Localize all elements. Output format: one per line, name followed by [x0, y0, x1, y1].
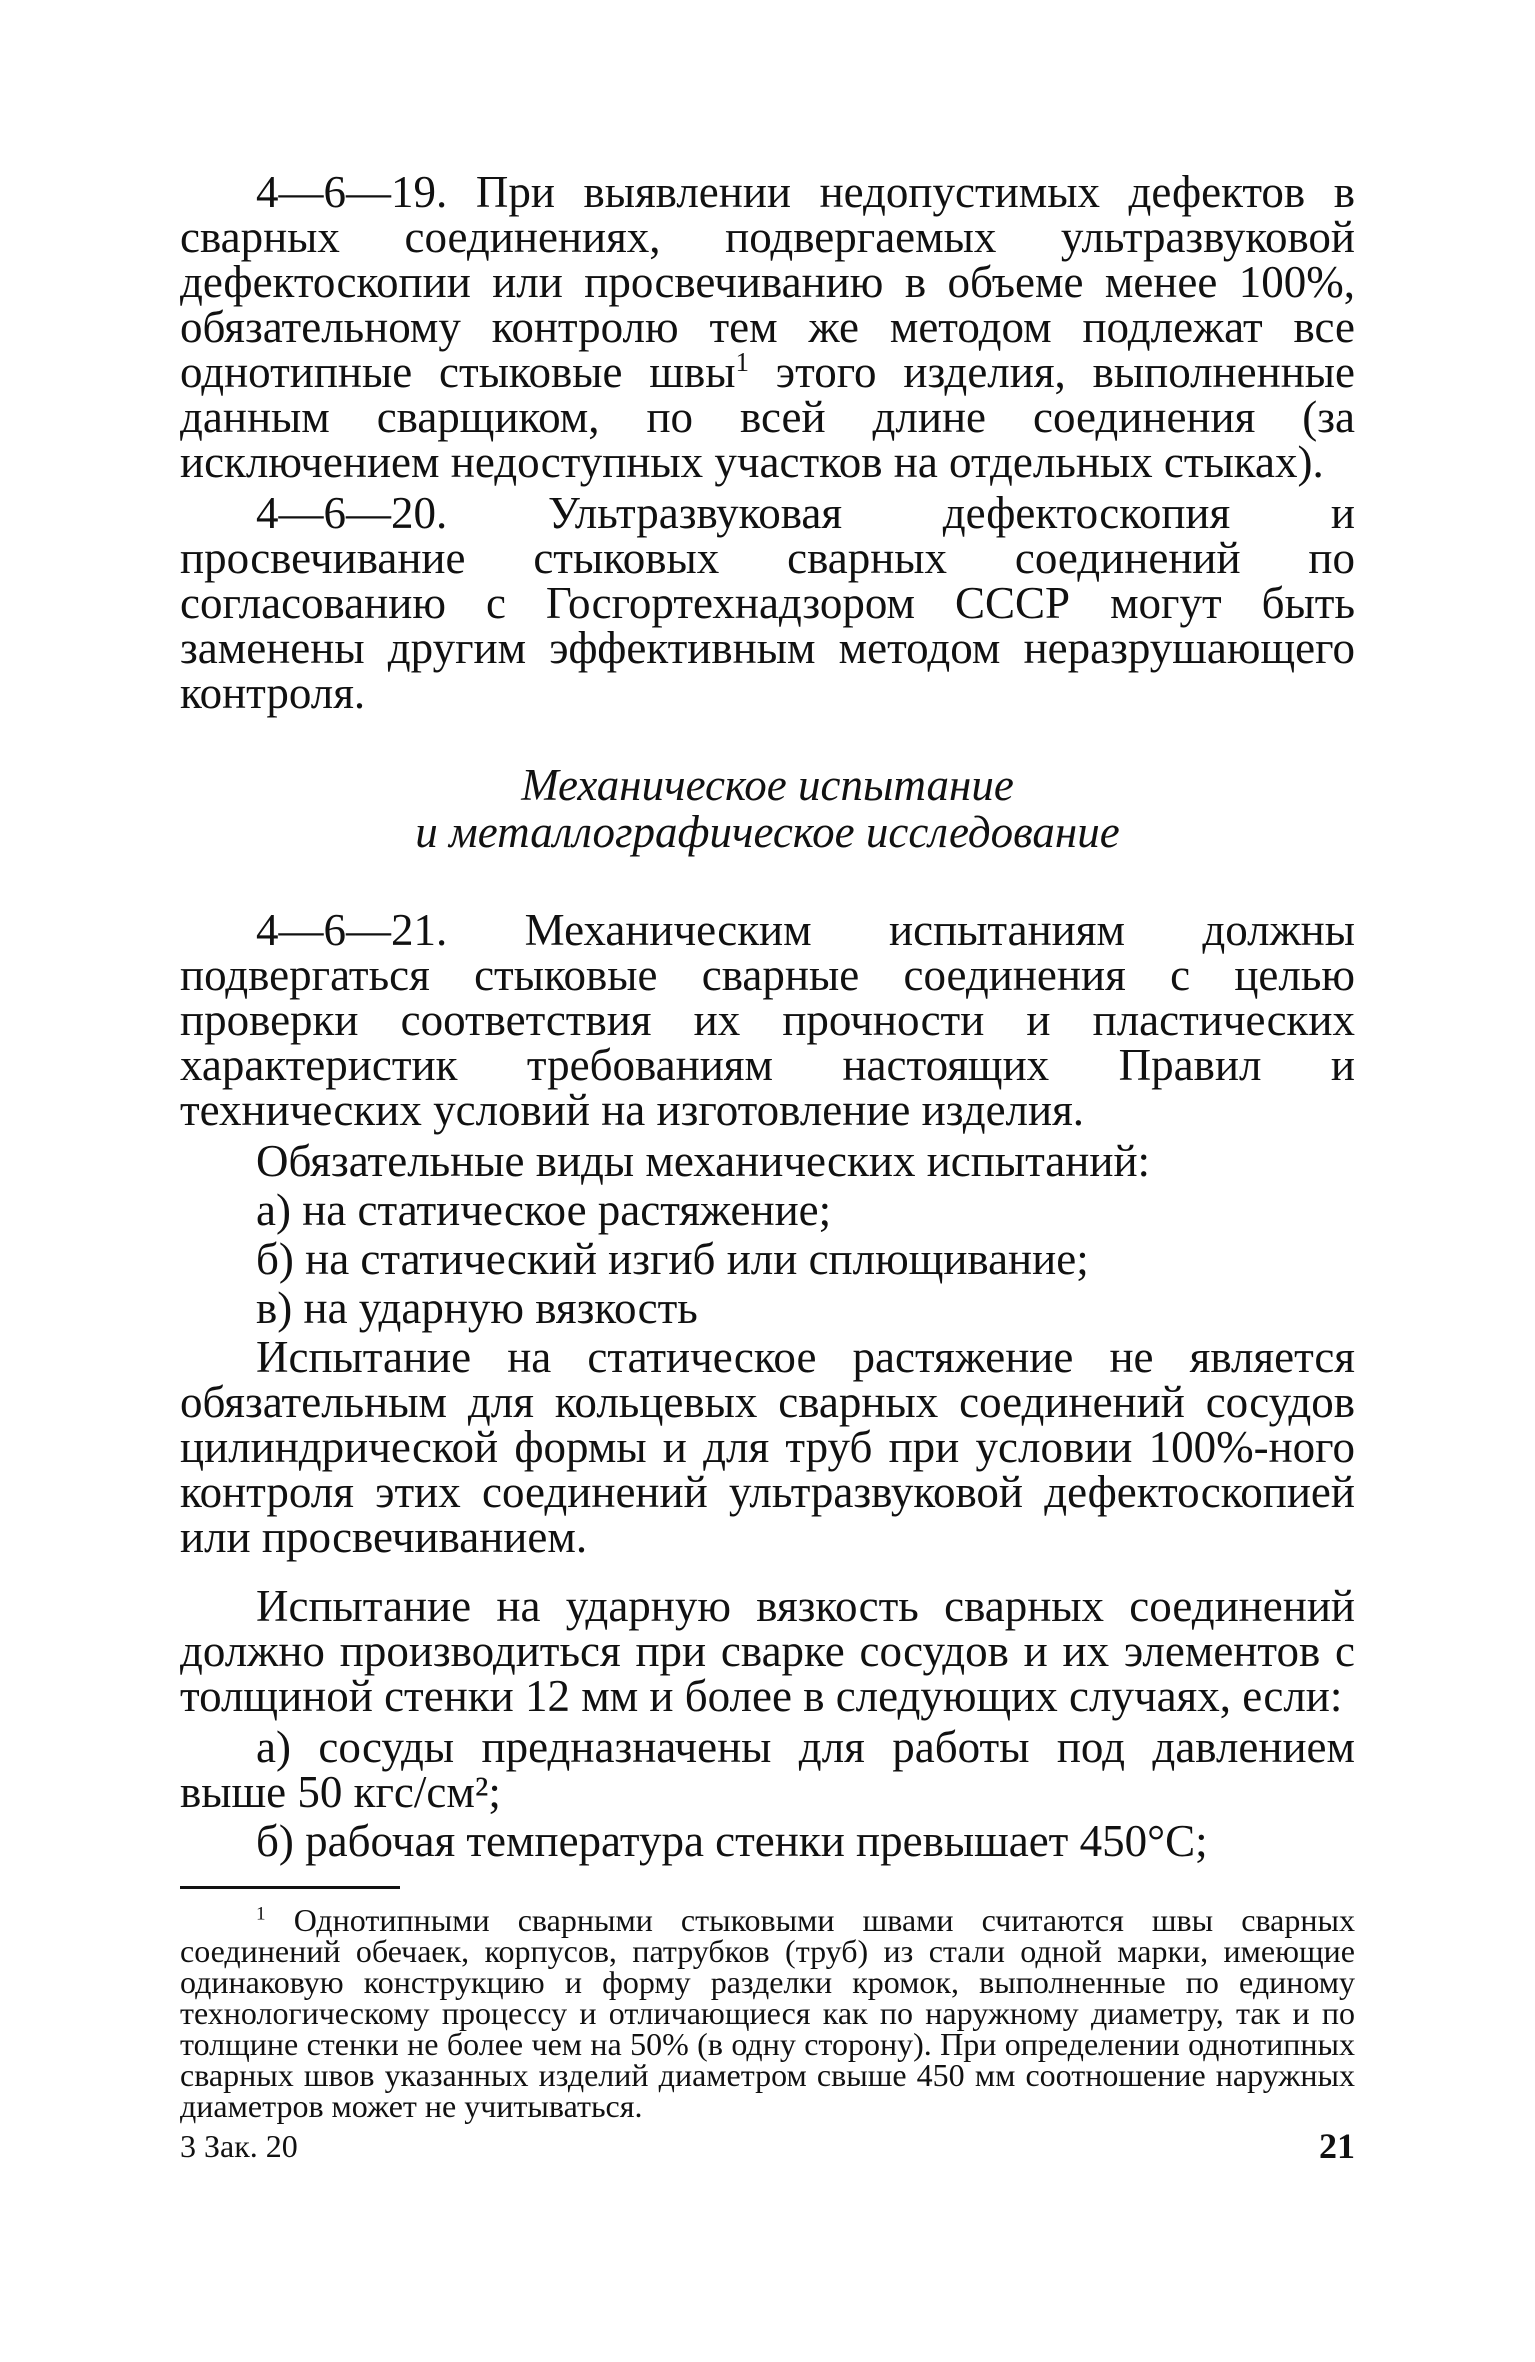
list-item: а) сосуды предназначены для работы под давлением выше 50 кгс/см²;: [180, 1722, 1355, 1817]
footnote: [180, 1902, 1355, 2124]
paragraph-4-6-19-text: 4—6—19. При выявлении недопустимых дефектов в сварных соединениях, подвергаемых ультразвуковой дефектоскопии или просвечиванию в объеме менее 100%, обязательному контролю тем же методом подлежат все однотипные стыковые швы: [180, 167, 1355, 397]
test-types-intro: Обязательные виды механических испытаний:: [256, 1136, 1151, 1186]
impact-test-intro: Испытание на ударную вязкость сварных соединений должно производиться при сварке сосудов и их элементов с толщиной стенки 12 мм и более в следующих случаях, если:: [180, 1581, 1355, 1721]
paragraph-4-6-19-text-after: этого изделия, выполненные данным сварщиком, по всей длине соединения (за исключением недоступных участков на отдельных стыках).: [180, 347, 1355, 487]
list-item: б) рабочая температура стенки превышает 450°С;: [256, 1816, 1208, 1866]
list-item: в) на ударную вязкость: [256, 1283, 698, 1333]
tension-test-note: Испытание на статическое растяжение не является обязательным для кольцевых сварных соединений сосудов цилиндрической формы и для труб при условии 100%-ного контроля этих соединений ультразвуковой дефектоскопией или просвечиванием.: [180, 1332, 1355, 1562]
paragraph-4-6-20: 4—6—20. Ультразвуковая дефектоскопия и просвечивание стыковых сварных соединений по согласованию с Госгортехнадзором СССР могут быть заменены другим эффективным методом неразрушающего контроля.: [180, 488, 1355, 718]
paragraph-4-6-21: 4—6—21. Механическим испытаниям должны подвергаться стыковые сварные соединения с целью проверки соответствия их прочности и пластических характеристик требованиям настоящих Правил и технических условий на изготовление изделия.: [180, 905, 1355, 1135]
text-column: [180, 167, 1355, 2124]
footnote-mark: 1: [256, 1903, 266, 1925]
paragraph-4-6-19: [180, 167, 1355, 487]
list-item: б) на статический изгиб или сплющивание;: [256, 1234, 1089, 1284]
section-heading-line-2: и металлографическое исследование: [415, 807, 1120, 857]
section-heading-line-1: Механическое испытание: [521, 760, 1014, 810]
footnote-divider: [180, 1886, 400, 1889]
section-heading: [180, 762, 1355, 856]
footnote-text: Однотипными сварными стыковыми швами считаются швы сварных соединений обечаек, корпусов, патрубков (труб) из стали одной марки, имеющие одинаковую конструкцию и форму разделки кромок, выполненные по единому технологическому процессу и отличающиеся как по наружному диаметру, так и по толщине стенки не более чем на 50% (в одну сторону). При определении однотипных сварных швов указанных изделий диаметром свыше 450 мм соотношение наружных диаметров может не учитываться.: [180, 1902, 1355, 2124]
footnote-reference: 1: [735, 347, 749, 377]
page-number: 21: [1319, 2126, 1355, 2166]
printer-signature: 3 Зак. 20: [180, 2128, 298, 2164]
list-item: а) на статическое растяжение;: [256, 1185, 832, 1235]
